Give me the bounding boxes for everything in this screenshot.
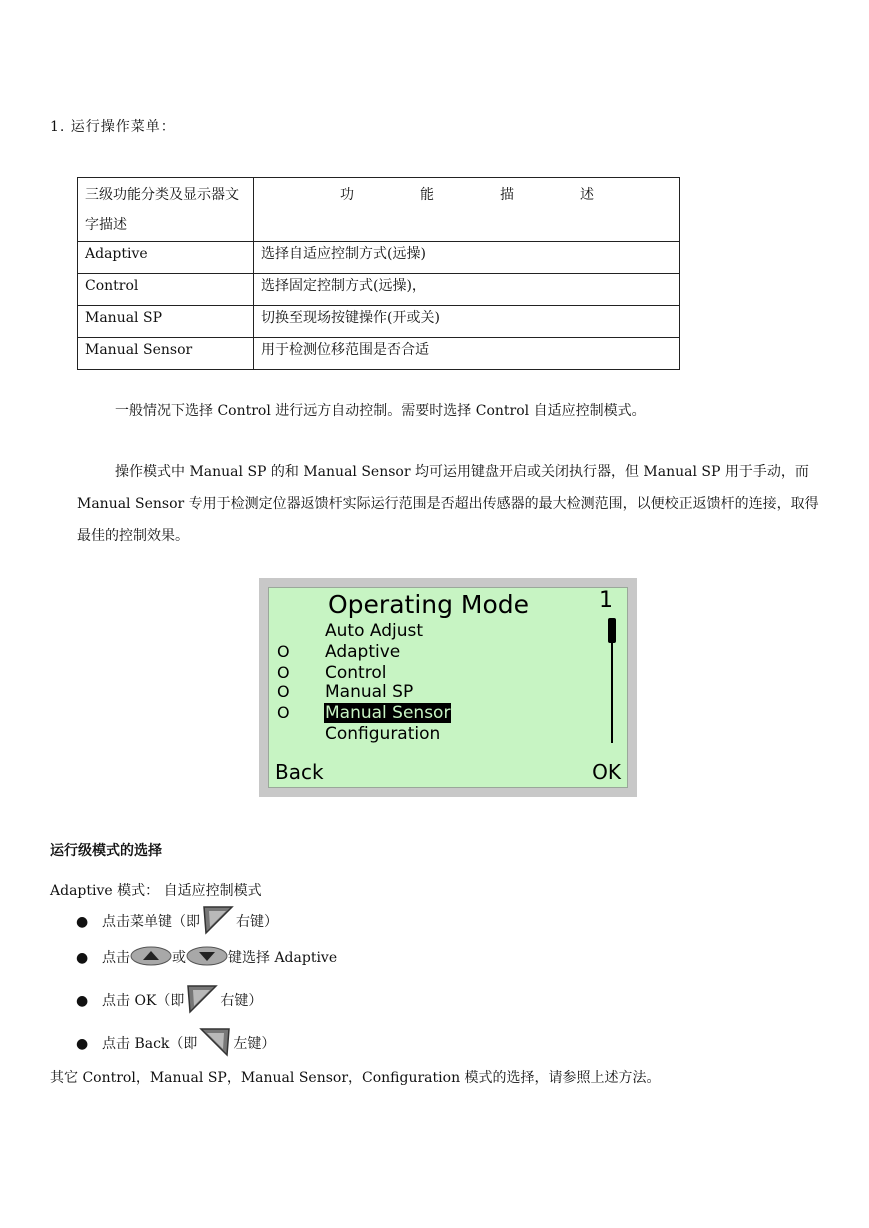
lcd-page-number: 1	[599, 588, 613, 613]
table-header-row	[78, 178, 680, 242]
radio-indicator: O	[277, 642, 290, 661]
function-table	[77, 177, 680, 370]
mode-selection-title: 运行级模式的选择	[50, 843, 162, 859]
bullet-icon: ●	[76, 993, 89, 1009]
menu-key-icon	[200, 903, 236, 941]
row-desc: 选择自适应控制方式(远操)	[254, 242, 680, 274]
table-row	[78, 242, 680, 274]
paragraph-2: 操作模式中 Manual SP 的和 Manual Sensor 均可运用键盘开启或关闭执行器，但 Manual SP 用于手动，而 Manual Sensor 专用于检测定位器返馈杆实际运行范围是否超出传感器的最大检测范围，以便校正返馈杆的连接，取得最佳的控制效果。	[77, 464, 819, 544]
table-row	[78, 306, 680, 338]
row-desc: 切换至现场按键操作(开或关)	[254, 306, 680, 338]
closing-note: 其它 Control，Manual SP，Manual Sensor，Configuration 模式的选择，请参照上述方法。	[50, 1070, 661, 1086]
header-char: 功	[340, 187, 354, 203]
adaptive-mode-line: Adaptive 模式： 自适应控制模式	[50, 883, 262, 899]
paragraph-1: 一般情况下选择 Control 进行远方自动控制。需要时选择 Control 自适应控制模式。	[115, 403, 646, 419]
radio-indicator: O	[277, 682, 290, 701]
bullet-text: 点击菜单键（即	[102, 914, 200, 930]
list-item	[76, 946, 337, 970]
list-item	[76, 1025, 275, 1063]
bullet-text: 右键）	[236, 914, 278, 930]
row-name: Manual SP	[78, 306, 254, 338]
bullet-icon: ●	[76, 914, 89, 930]
ok-key-icon	[184, 982, 220, 1020]
bullet-text: 点击 OK（即	[102, 993, 185, 1009]
lcd-screen	[268, 587, 628, 788]
menu-item-manual-sp[interactable]: Manual SP	[325, 682, 414, 702]
bullet-text: 或	[172, 950, 186, 966]
list-item	[76, 982, 262, 1020]
back-key-icon	[197, 1025, 233, 1063]
lcd-title: Operating Mode	[328, 590, 530, 619]
header-char: 述	[580, 187, 594, 203]
lcd-display-frame	[259, 578, 637, 797]
row-name: Adaptive	[78, 242, 254, 274]
scrollbar-thumb	[608, 618, 616, 643]
header-col1: 三级功能分类及显示器文字描述	[78, 178, 254, 242]
bullet-text: 左键）	[233, 1036, 276, 1052]
softkey-ok[interactable]: OK	[592, 760, 621, 784]
row-desc: 选择固定控制方式(远操)，	[254, 274, 680, 306]
header-char: 能	[420, 187, 434, 203]
menu-item-auto-adjust[interactable]: Auto Adjust	[325, 621, 424, 641]
bullet-text: 点击 Back（即	[102, 1036, 198, 1052]
row-name: Manual Sensor	[78, 338, 254, 370]
row-desc: 用于检测位移范围是否合适	[254, 338, 680, 370]
menu-item-control[interactable]: Control	[325, 663, 387, 683]
down-key-icon	[186, 946, 228, 970]
menu-item-manual-sensor[interactable]: Manual Sensor	[325, 703, 451, 723]
section-heading: 1. 运行操作菜单：	[50, 119, 176, 135]
radio-indicator: O	[277, 663, 290, 682]
menu-item-adaptive[interactable]: Adaptive	[325, 642, 401, 662]
header-char: 描	[500, 187, 514, 203]
row-name: Control	[78, 274, 254, 306]
bullet-icon: ●	[76, 950, 89, 966]
header-col2	[254, 178, 680, 242]
menu-item-configuration[interactable]: Configuration	[325, 724, 441, 744]
softkey-back[interactable]: Back	[275, 760, 324, 784]
table-row	[78, 338, 680, 370]
bullet-text: 点击	[102, 950, 130, 966]
table-row	[78, 274, 680, 306]
up-key-icon	[130, 946, 172, 970]
bullet-text: 右键）	[220, 993, 263, 1009]
list-item	[76, 903, 278, 941]
radio-indicator: O	[277, 703, 290, 722]
bullet-icon: ●	[76, 1036, 89, 1052]
bullet-text: 键选择 Adaptive	[228, 950, 338, 966]
